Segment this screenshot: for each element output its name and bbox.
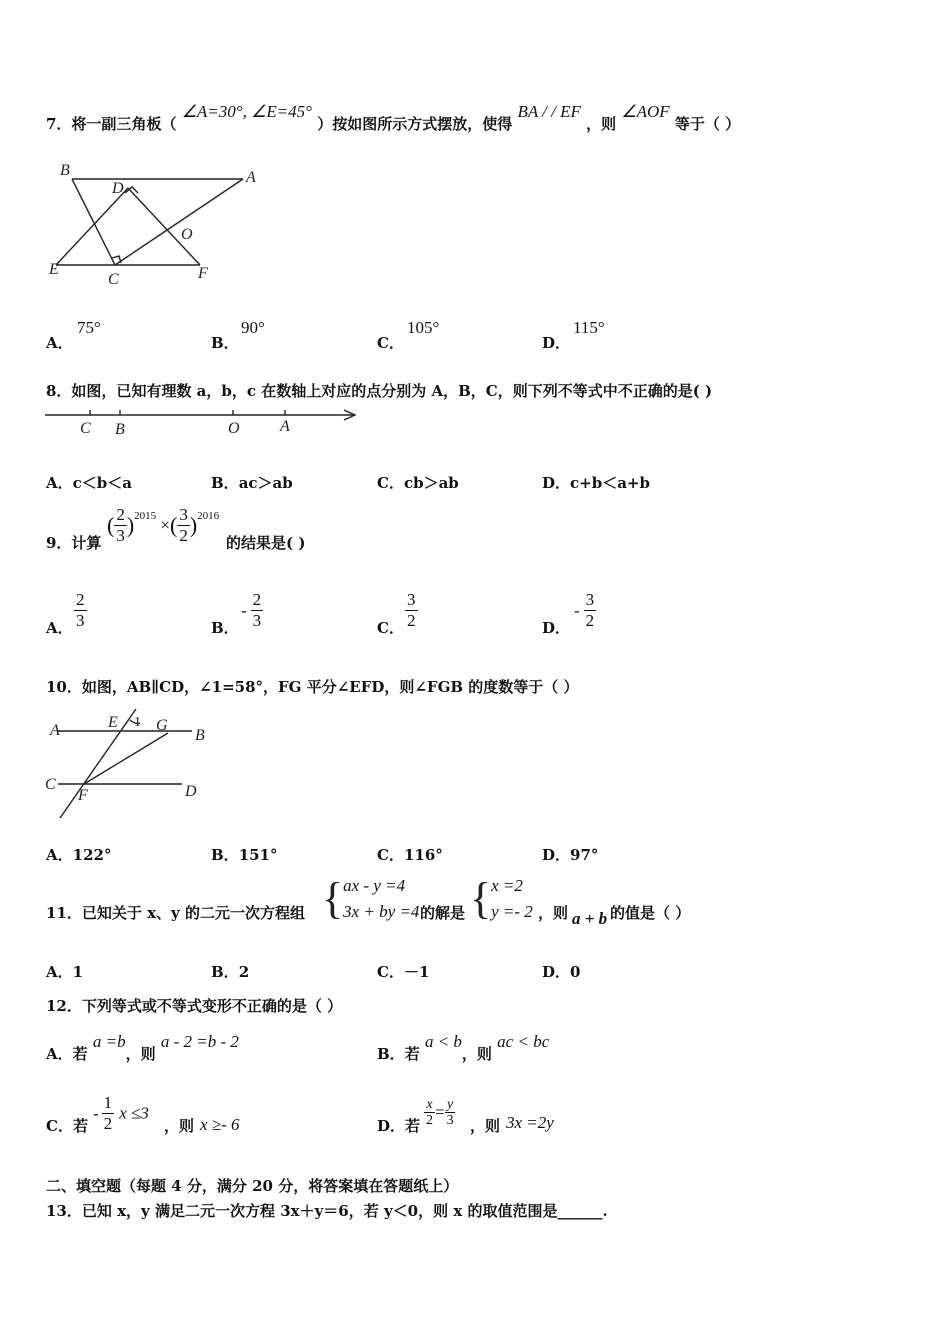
q8-option-d-value: c+b＜a+b <box>570 474 650 492</box>
q11-option-b-value: 2 <box>238 963 250 981</box>
q12-option-d-eq: = <box>435 1102 445 1122</box>
q9-f1-num: 2 <box>116 505 125 524</box>
q10-label-D: D <box>185 783 197 800</box>
q9-option-a-num: 2 <box>76 590 85 609</box>
q7-line-ED <box>56 188 128 265</box>
q12-option-d-rden: 3 <box>446 1113 454 1128</box>
q11-sol-1: x =2 <box>491 876 523 895</box>
q9-option-b-num: 2 <box>252 590 262 609</box>
q10-option-a-value: 122° <box>72 846 112 864</box>
q8-label-C: C <box>80 420 91 437</box>
q12-option-a-result: a - 2 =b - 2 <box>160 1032 239 1051</box>
q12-stem: 12．下列等式或不等式变形不正确的是（ ） <box>46 997 343 1015</box>
q10-transversal-EF <box>60 709 136 818</box>
q8-number-line <box>40 402 365 442</box>
q9-option-a-den: 3 <box>76 611 85 630</box>
q11-solution <box>470 873 533 925</box>
q9-option-b[interactable] <box>211 617 239 638</box>
q11-option-c[interactable] <box>377 961 429 982</box>
q12-option-d-lnum: x <box>426 1097 433 1112</box>
q12-option-c-if: 若 <box>72 1117 88 1135</box>
q12-option-c-num: 1 <box>103 1093 113 1112</box>
q9-option-b-sign: - <box>241 600 247 620</box>
q7-option-d-value: 115° <box>573 318 605 337</box>
q7-condition: ∠A=30°, ∠E=45° <box>181 102 312 121</box>
q11-option-a-letter: A． <box>46 963 73 981</box>
q11-suffix: 的值是（ ） <box>610 904 691 922</box>
q10-option-a[interactable] <box>46 844 111 865</box>
q12-option-c-result: x ≥- 6 <box>200 1115 240 1134</box>
q9-option-a-value <box>74 590 87 631</box>
q9-option-d-num: 3 <box>585 590 595 609</box>
q7-label-D: D <box>112 180 124 197</box>
q11-option-b[interactable] <box>211 961 249 982</box>
q12-option-c-sign: - <box>93 1103 99 1123</box>
q7-option-d[interactable] <box>542 332 570 353</box>
q12-option-c-then-wrap <box>164 1115 194 1136</box>
q10-option-d-letter: D． <box>542 846 571 864</box>
q8-option-c-letter: C． <box>377 474 404 492</box>
q8-label-O: O <box>228 420 240 437</box>
q7-then: ，则 <box>586 115 617 133</box>
q7-parallel: BA / / EF <box>517 102 581 121</box>
q12-option-a-letter: A． <box>46 1045 73 1063</box>
q9-option-d-frac <box>584 590 597 631</box>
q7-option-a[interactable] <box>46 332 73 353</box>
q10-option-a-letter: A． <box>46 846 73 864</box>
q7-option-b-letter: B． <box>211 334 239 352</box>
q8-option-c[interactable] <box>377 472 459 493</box>
q12-option-d[interactable] <box>377 1115 420 1136</box>
q10-option-b-letter: B． <box>211 846 239 864</box>
q7-option-a-letter: A． <box>46 334 73 352</box>
q7-line-BC <box>72 179 115 265</box>
q12-option-c-then: ，则 <box>164 1117 195 1135</box>
q9-f2-num: 3 <box>179 505 188 524</box>
q12-option-d-then: ，则 <box>470 1117 501 1135</box>
q12-option-b-then: ，则 <box>461 1045 492 1063</box>
q7-stem <box>46 102 741 134</box>
q12-option-c-expr <box>93 1093 149 1134</box>
q9-option-b-den: 3 <box>252 611 262 630</box>
q9-option-a-letter: A． <box>46 619 73 637</box>
q9-option-b-frac <box>251 590 264 631</box>
q7-option-a-value: 75° <box>77 318 101 337</box>
q7-figure <box>40 155 270 290</box>
q11-mid: 的解是 <box>420 904 466 922</box>
q12-option-c[interactable] <box>46 1115 88 1136</box>
q12-option-b-cond: a < b <box>424 1032 462 1051</box>
q9-option-c[interactable] <box>377 617 404 638</box>
q10-label-E: E <box>108 714 118 731</box>
q9-f1-den: 3 <box>116 526 125 545</box>
q8-option-a-value: c＜b＜a <box>72 474 132 492</box>
q7-option-b[interactable] <box>211 332 239 353</box>
q11-prefix: 11．已知关于 x、y 的二元一次方程组 <box>46 904 305 922</box>
q12-option-d-then-wrap <box>470 1115 500 1136</box>
q11-eq-2: 3x + by =4 <box>343 902 420 921</box>
q9-fraction-1 <box>114 505 127 546</box>
q9-prefix: 9．计算 <box>46 534 102 552</box>
q10-label-G: G <box>156 717 168 734</box>
q9-option-b-letter: B． <box>211 619 239 637</box>
q12-option-b-letter: B． <box>377 1045 405 1063</box>
q10-option-c[interactable] <box>377 844 443 865</box>
q7-label-F: F <box>198 265 208 282</box>
q7-suffix: 等于（ ） <box>674 115 741 133</box>
q7-label-E: E <box>49 261 59 278</box>
q7-option-c-letter: C． <box>377 334 404 352</box>
q11-expr: a + b <box>572 909 608 928</box>
q10-option-b-value: 151° <box>238 846 278 864</box>
q11-system <box>322 873 419 925</box>
q7-line-CA <box>115 179 243 265</box>
q7-label-O: O <box>181 226 193 243</box>
q10-label-C: C <box>45 776 56 793</box>
q10-option-d[interactable] <box>542 844 598 865</box>
q10-stem: 10．如图，AB∥CD，∠1=58°，FG 平分∠EFD，则∠FGB 的度数等于（ ） <box>46 678 579 696</box>
q10-option-c-value: 116° <box>403 846 443 864</box>
q7-angle: ∠AOF <box>621 102 670 121</box>
q12-option-d-expr <box>424 1097 456 1128</box>
q8-stem: 8．如图，已知有理数 a，b，c 在数轴上对应的点分别为 A，B，C，则下列不等式中不正确的是( ) <box>46 382 713 400</box>
section-2-heading: 二、填空题（每题 4 分，满分 20 分，将答案填在答题纸上） <box>46 1177 459 1195</box>
q12-option-d-rnum: y <box>446 1097 454 1112</box>
q11-sol-2: y =- 2 <box>491 902 533 921</box>
q12-option-d-result: 3x =2y <box>506 1113 554 1132</box>
q9-exp-2: 2016 <box>197 510 220 523</box>
q7-label-A: A <box>246 169 256 186</box>
q12-option-d-right-frac <box>445 1097 456 1128</box>
q8-option-c-value: cb＞ab <box>403 474 459 492</box>
q10-label-B: B <box>195 727 205 744</box>
q9-option-a-frac <box>74 590 87 631</box>
q11-option-c-value: －1 <box>403 963 430 981</box>
q7-option-b-value: 90° <box>241 318 265 337</box>
q9-option-d-value <box>574 590 596 631</box>
q7-mid: ）按如图所示方式摆放，使得 <box>317 115 513 133</box>
q12-option-a-cond: a =b <box>92 1032 126 1051</box>
q11-option-d[interactable] <box>542 961 580 982</box>
q11-option-d-value: 0 <box>570 963 581 981</box>
q11-option-c-letter: C． <box>377 963 404 981</box>
q7-option-d-letter: D． <box>542 334 571 352</box>
q11-option-a[interactable] <box>46 961 83 982</box>
q12-option-a[interactable] <box>46 1032 239 1064</box>
q9-option-d[interactable] <box>542 617 570 638</box>
q9-option-c-num: 3 <box>407 590 416 609</box>
q12-option-a-if: 若 <box>72 1045 88 1063</box>
q8-option-d-letter: D． <box>542 474 571 492</box>
q8-label-B: B <box>115 421 125 438</box>
q12-option-c-letter: C． <box>46 1117 73 1135</box>
q11-option-d-letter: D． <box>542 963 571 981</box>
q8-option-b-value: ac＞ab <box>238 474 293 492</box>
q10-option-b[interactable] <box>211 844 278 865</box>
q8-option-b-letter: B． <box>211 474 239 492</box>
q9-exp-1: 2015 <box>134 510 157 523</box>
q7-label-B: B <box>60 162 70 179</box>
q7-option-c[interactable] <box>377 332 404 353</box>
q11-eq-1: ax - y =4 <box>343 876 406 895</box>
q10-label-F: F <box>78 787 88 804</box>
q12-option-b[interactable] <box>377 1032 550 1064</box>
q9-fraction-2 <box>177 505 190 546</box>
q9-option-c-frac <box>405 590 418 631</box>
q12-option-d-if: 若 <box>405 1117 421 1135</box>
q11-solutions <box>491 873 533 925</box>
q9-option-d-den: 2 <box>585 611 595 630</box>
q12-option-d-left-frac <box>424 1097 435 1128</box>
q9-option-c-letter: C． <box>377 619 404 637</box>
q7-prefix: 7．将一副三角板（ <box>46 115 177 133</box>
q9-suffix: 的结果是( ) <box>226 534 306 552</box>
q12-option-a-then: ，则 <box>125 1045 156 1063</box>
q11-option-a-value: 1 <box>72 963 84 981</box>
q11-brace-2: { <box>470 874 492 923</box>
q12-option-c-den: 2 <box>103 1114 113 1133</box>
q8-option-a-letter: A． <box>46 474 73 492</box>
q9-option-d-letter: D． <box>542 619 571 637</box>
q10-line-FG <box>84 733 168 784</box>
q10-figure <box>40 706 220 821</box>
q9-times: × <box>160 515 170 535</box>
q13-stem: 13．已知 x，y 满足二元一次方程 3x＋y＝6，若 y＜0，则 x 的取值范围是______. <box>46 1202 608 1220</box>
q9-option-b-value <box>241 590 263 631</box>
q8-option-a[interactable] <box>46 472 132 493</box>
q12-option-d-letter: D． <box>377 1117 406 1135</box>
q8-option-b[interactable] <box>211 472 293 493</box>
q9-option-c-den: 2 <box>407 611 416 630</box>
q10-option-d-value: 97° <box>570 846 599 864</box>
q9-f2-den: 2 <box>179 526 188 545</box>
q12-option-d-lden: 2 <box>426 1113 433 1128</box>
q10-label-A: A <box>50 722 60 739</box>
q12-option-b-result: ac < bc <box>497 1032 550 1051</box>
q11-brace-1: { <box>322 874 344 923</box>
q11-option-b-letter: B． <box>211 963 239 981</box>
q9-option-c-value <box>405 590 418 631</box>
q7-option-c-value: 105° <box>407 318 440 337</box>
q9-option-d-sign: - <box>574 600 580 620</box>
q8-label-A: A <box>280 418 290 435</box>
q12-option-c-frac <box>102 1093 115 1134</box>
q9-expression: ( $\frac{2}{3}$ )$^{2015}$ ×( $\frac{3}{2}$ )$^{2016}$ <box>107 505 220 545</box>
q10-option-c-letter: C． <box>377 846 404 864</box>
q11-then: ，则 <box>538 904 569 922</box>
q10-label-1: 1 <box>134 715 141 730</box>
q7-label-C: C <box>108 271 119 288</box>
q8-option-d[interactable] <box>542 472 650 493</box>
q12-option-c-rest: x ≤3 <box>119 1103 149 1123</box>
q12-option-b-if: 若 <box>404 1045 420 1063</box>
q9-option-a[interactable] <box>46 617 73 638</box>
q11-equations <box>343 873 419 925</box>
